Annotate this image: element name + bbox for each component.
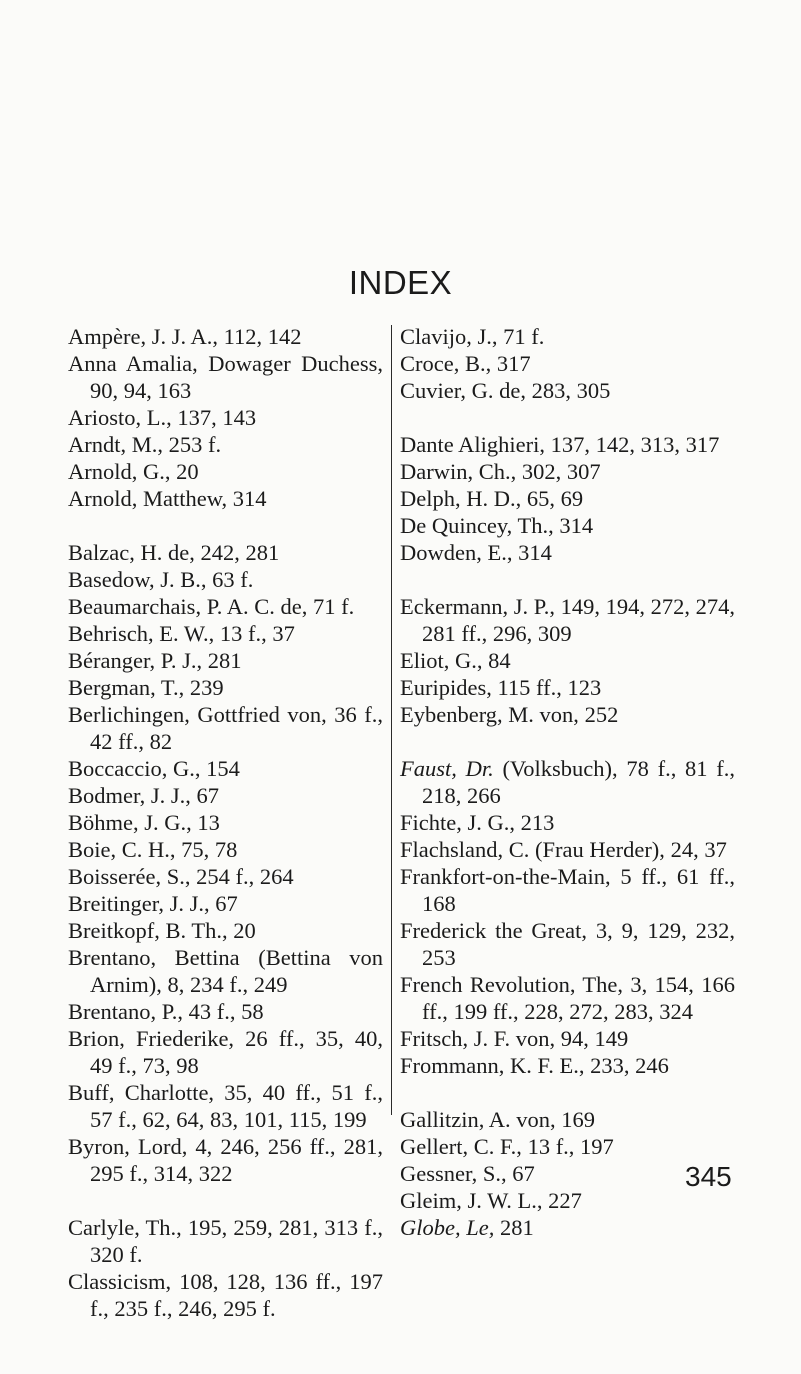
- index-entry-references: 26 ff., 35, 40, 49 f., 73, 98: [90, 1026, 383, 1078]
- index-entry: [68, 890, 383, 917]
- index-letter-group: [400, 755, 735, 1079]
- index-entry-heading: Eybenberg, M. von,: [400, 702, 579, 727]
- index-entry-heading: Arnold, Matthew,: [68, 486, 228, 511]
- index-entry-heading: Breitkopf, B. Th.,: [68, 918, 228, 943]
- index-entry: [68, 350, 383, 404]
- index-entry: [400, 593, 735, 647]
- index-entry: [400, 350, 735, 377]
- index-entry-heading: Euripides,: [400, 675, 492, 700]
- index-entry-heading: Carlyle, Th.,: [68, 1215, 182, 1240]
- index-entry: [400, 1025, 735, 1052]
- index-entry: [68, 1025, 383, 1079]
- index-entry-references: 13 f., 37: [214, 621, 295, 646]
- index-entry-references: 71 f.: [307, 594, 355, 619]
- index-entry: [68, 809, 383, 836]
- index-entry: [68, 593, 383, 620]
- index-letter-group: [400, 593, 735, 728]
- index-entry-references: 314: [512, 540, 552, 565]
- index-entry-heading: Bergman, T.,: [68, 675, 185, 700]
- page-number: 345: [685, 1161, 732, 1192]
- index-entry-heading: Frederick the Great,: [400, 918, 588, 943]
- index-entry-references: 154: [200, 756, 240, 781]
- index-entry-references: 227: [542, 1188, 582, 1213]
- index-entry-heading: Berlichingen, Gottfried von,: [68, 702, 327, 727]
- index-entry: [400, 1133, 735, 1160]
- index-entry: [68, 1079, 383, 1133]
- index-entry-references: 20: [170, 459, 199, 484]
- index-entry-references: 36 f., 42 ff., 82: [90, 702, 383, 754]
- index-entry-heading: Brentano, Bettina (Bettina von Arnim),: [68, 945, 383, 997]
- index-entry: [400, 539, 735, 566]
- index-entry-heading: De Quincey, Th.,: [400, 513, 554, 538]
- index-entry-references: 65, 69: [521, 486, 584, 511]
- index-entry-references: 67: [190, 783, 219, 808]
- index-entry-heading: Dante Alighieri,: [400, 432, 545, 457]
- index-entry: [68, 566, 383, 593]
- index-entry: [68, 701, 383, 755]
- index-entry: [400, 863, 735, 917]
- index-entry-heading: Boie, C. H.,: [68, 837, 176, 862]
- index-entry: [68, 755, 383, 782]
- index-entry-heading: Eliot, G.,: [400, 648, 483, 673]
- index-entry-references: 8, 234 f., 249: [161, 972, 288, 997]
- index-entry: [68, 404, 383, 431]
- index-entry-references: 233, 246: [584, 1053, 669, 1078]
- index-entry: [68, 836, 383, 863]
- index-entry: [400, 917, 735, 971]
- index-entry: [68, 620, 383, 647]
- index-entry: [68, 647, 383, 674]
- index-entry-heading: Boccaccio, G.,: [68, 756, 201, 781]
- index-letter-group: [68, 1214, 383, 1322]
- column-divider: [391, 325, 392, 1115]
- index-entry: [68, 1133, 383, 1187]
- index-entry: [400, 458, 735, 485]
- index-entry-references: 239: [184, 675, 224, 700]
- index-entry-heading: Bodmer, J. J.,: [68, 783, 191, 808]
- index-entry-references: 67: [209, 891, 238, 916]
- index-entry-references: 94, 149: [555, 1026, 629, 1051]
- index-entry-heading: Böhme, J. G.,: [68, 810, 192, 835]
- index-entry-heading: Cuvier, G. de,: [400, 378, 526, 403]
- index-entry-heading: Fritsch, J. F. von,: [400, 1026, 556, 1051]
- index-entry-references: 317: [491, 351, 531, 376]
- index-entry-references: 84: [482, 648, 511, 673]
- index-entry-references: 4, 246, 256 ff., 281, 295 f., 314, 322: [90, 1134, 383, 1186]
- index-entry-heading: Béranger, P. J.,: [68, 648, 203, 673]
- index-entry-heading: Byron, Lord,: [68, 1134, 188, 1159]
- index-entry-references: 242, 281: [194, 540, 280, 565]
- index-entry-heading: Clavijo, J.,: [400, 324, 498, 349]
- index-entry: [68, 485, 383, 512]
- index-entry: [400, 1106, 735, 1133]
- index-entry: [400, 512, 735, 539]
- index-entry-heading: Arnold, G.,: [68, 459, 171, 484]
- index-column-right: [400, 323, 735, 1241]
- index-entry-heading: Brentano, P.,: [68, 999, 183, 1024]
- index-letter-group: [68, 323, 383, 512]
- index-entry-heading: Frommann, K. F. E.,: [400, 1053, 585, 1078]
- index-letter-group: [400, 323, 735, 404]
- index-entry-heading: Fichte, J. G.,: [400, 810, 515, 835]
- index-entry-heading: Ampère, J. J. A.,: [68, 324, 218, 349]
- index-entry-heading: Classicism,: [68, 1269, 172, 1294]
- index-letter-group: [400, 431, 735, 566]
- index-entry-heading: Delph, H. D.,: [400, 486, 522, 511]
- index-entry-references: 115 ff., 123: [491, 675, 602, 700]
- index-entry-heading: Breitinger, J. J.,: [68, 891, 210, 916]
- index-entry: [400, 377, 735, 404]
- index-entry: [400, 755, 735, 809]
- index-entry: [400, 836, 735, 863]
- index-entry: [400, 431, 735, 458]
- index-entry: [400, 1052, 735, 1079]
- index-entry-references: 314: [553, 513, 594, 538]
- index-entry-heading: Flachsland, C. (Frau Herder),: [400, 837, 665, 862]
- index-entry: [68, 431, 383, 458]
- index-entry-heading: Faust, Dr.: [400, 756, 494, 781]
- index-entry-heading: Balzac, H. de,: [68, 540, 195, 565]
- index-entry-heading: Frankfort-on-the-Main,: [400, 864, 611, 889]
- index-entry-references: 213: [515, 810, 555, 835]
- index-entry-references: 13 f., 197: [521, 1134, 614, 1159]
- index-entry-references: 35, 40 ff., 51 f., 57 f., 62, 64, 83, 101, 115, 199: [90, 1080, 383, 1132]
- index-entry-references: 71 f.: [497, 324, 545, 349]
- page-title: INDEX: [348, 264, 453, 301]
- index-entry-references: 13: [191, 810, 220, 835]
- index-entry-references: 67: [506, 1161, 535, 1186]
- index-entry: [68, 998, 383, 1025]
- index-entry-references: 283, 305: [525, 378, 611, 403]
- index-entry-heading: Behrisch, E. W.,: [68, 621, 215, 646]
- index-entry-heading: Anna Amalia, Dowager Duchess,: [68, 351, 383, 376]
- index-entry-references: 3, 9, 129, 232, 253: [422, 918, 735, 970]
- index-entry-references: 314: [227, 486, 267, 511]
- index-entry-references: 75, 78: [175, 837, 238, 862]
- index-entry: [68, 674, 383, 701]
- index-entry-references: 63 f.: [206, 567, 254, 592]
- index-entry-heading: Boisserée, S.,: [68, 864, 191, 889]
- index-entry-references: 302, 307: [516, 459, 601, 484]
- index-entry-references: 169: [555, 1107, 595, 1132]
- index-entry-heading: Gellert, C. F.,: [400, 1134, 522, 1159]
- index-entry-heading: Buff, Charlotte,: [68, 1080, 215, 1105]
- index-entry: [400, 485, 735, 512]
- index-entry-heading: Ariosto, L.,: [68, 405, 172, 430]
- index-entry-heading: Croce, B.,: [400, 351, 492, 376]
- index-entry-references: 112, 142: [218, 324, 302, 349]
- index-entry-references: 254 f., 264: [190, 864, 294, 889]
- index-entry-heading: Gallitzin, A. von,: [400, 1107, 556, 1132]
- index-letter-group: [68, 539, 383, 1187]
- index-entry-references: 3, 154, 166 ff., 199 ff., 228, 272, 283, 324: [422, 972, 735, 1024]
- index-entry-references: 281: [202, 648, 242, 673]
- index-entry: [68, 1268, 383, 1322]
- index-entry-heading: Eckermann, J. P.,: [400, 594, 555, 619]
- index-entry: [68, 1214, 383, 1268]
- index-entry-heading: Arndt, M.,: [68, 432, 163, 457]
- index-entry: [68, 917, 383, 944]
- index-entry-heading: French Revolution, The,: [400, 972, 623, 997]
- index-entry: [400, 971, 735, 1025]
- index-entry: [400, 674, 735, 701]
- index-entry-references: 253 f.: [163, 432, 222, 457]
- index-entry: [68, 944, 383, 998]
- index-entry-references: 43 f., 58: [183, 999, 264, 1024]
- index-entry: [400, 647, 735, 674]
- index-entry-references: 137, 143: [171, 405, 257, 430]
- index-entry: [400, 1214, 735, 1241]
- index-entry-references: 24, 37: [664, 837, 727, 862]
- index-entry-references: 5 ff., 61 ff., 168: [422, 864, 735, 916]
- index-entry: [400, 323, 735, 350]
- index-entry-references: 149, 194, 272, 274, 281 ff., 296, 309: [422, 594, 735, 646]
- index-entry: [400, 809, 735, 836]
- index-entry-heading: Beaumarchais, P. A. C. de,: [68, 594, 308, 619]
- index-entry-references: 108, 128, 136 ff., 197 f., 235 f., 246, 295 f.: [90, 1269, 383, 1321]
- index-entry-references: 90, 94, 163: [90, 378, 192, 403]
- index-entry: [400, 701, 735, 728]
- index-entry-references: 137, 142, 313, 317: [544, 432, 720, 457]
- index-entry-heading: Gessner, S.,: [400, 1161, 507, 1186]
- index-entry-references: 20: [227, 918, 256, 943]
- index-entry: [68, 323, 383, 350]
- index-entry-heading: Globe, Le,: [400, 1215, 495, 1240]
- index-entry-references: (Volksbuch), 78 f., 81 f., 218, 266: [422, 756, 735, 808]
- index-entry-heading: Darwin, Ch.,: [400, 459, 517, 484]
- index-entry: [68, 863, 383, 890]
- index-entry-references: 195, 259, 281, 313 f., 320 f.: [90, 1215, 383, 1267]
- index-entry-references: 252: [578, 702, 619, 727]
- index-entry-heading: Basedow, J. B.,: [68, 567, 207, 592]
- index-entry-references: 281: [494, 1215, 534, 1240]
- index-entry-heading: Dowden, E.,: [400, 540, 513, 565]
- index-entry: [68, 782, 383, 809]
- index-column-left: [68, 323, 383, 1322]
- index-entry: [68, 539, 383, 566]
- index-entry: [68, 458, 383, 485]
- index-entry-heading: Gleim, J. W. L.,: [400, 1188, 543, 1213]
- index-entry-heading: Brion, Friederike,: [68, 1026, 235, 1051]
